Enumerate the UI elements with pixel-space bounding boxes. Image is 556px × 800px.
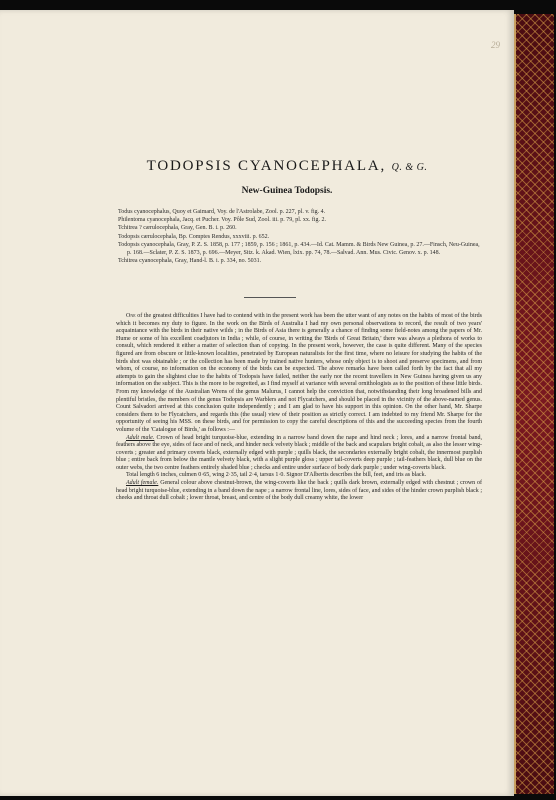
species-authority: Q. & G. xyxy=(391,162,428,173)
female-text: General colour above chestnut-brown, the wing-coverts like the back ; quills dark brown, externally edged with chestnut ; crown of head bright turquoise-blue, extending in a band down the nape ; a narrow frontal line, lores, sides of face, and sides of the hinder crown purplish black ; cheeks and throat dull cobalt ; lower throat, breast, and centre of the body dull creamy white, the lower xyxy=(116,480,483,502)
intro-paragraph xyxy=(116,313,482,435)
intro-text: of the greatest difficulties I have had to contend with in the present work has been the utter want of any notes on the habits of most of the birds which it becomes my duty to figure. In the work on the Birds of Australia I had my own personal observations to record, the result of two years' acquaintance with the birds in their native wilds ; in the Birds of Asia there is generally a chance of finding some field-notes among the papers of Mr. Hume or some of his excellent coadjutors in India ; while, of course, in writing the 'Birds of Great Britain,' there was always a plethora of works to consult, which rendered it either a matter of selection than of copying. In the present work, however, the case is quite different. Many of the species figured are from obscure or little-known localities, penetrated by European naturalists for the first time, where no leisure for studying the habits of the birds shot was obtainable ; or the collection has been made by trained native hunters, whose only object is to shoot and preserve specimens, and from whom, of course, no information on the economy of the birds can be expected. The above remarks have been called forth by the fact that all my attempts to gain the slightest clue to the habits of Todopsis have failed, neither the early nor the recent travellers in New Guinea having given us any information on the subject. This is the more to be regretted, as I find myself at variance with several ornithologists as to the position of these little birds. From my knowledge of the Australian Wrens of the genus Malurus, I cannot help the conviction that, notwithstanding their long broadened bills and plentiful bristles, the members of the genus Todopsis are Warblers and not Flycatchers, and should be placed in the vicinity of the above-named genus. Count Salvadori arrived at this conclusion quite independently ; and I am glad to have his support in this opinion. On the other hand, Mr. Sharpe considers them to be Flycatchers, and regards this (the usual) view of their position as strictly correct. I am indebted to my friend Mr. Sharpe for the opportunity of seeing his MSS. on these birds, and for permission to copy the careful descriptions of this and the succeeding species from the fourth volume of the 'Catalogue of Birds,' as follows :— xyxy=(116,313,482,433)
article-body xyxy=(116,313,482,503)
section-divider xyxy=(244,297,296,298)
male-text: Crown of head bright turquoise-blue, extending in a narrow band down the nape and hind neck ; lores, and a narrow frontal band, feathers above the eye, sides of face and of neck, and hinder neck velvety black ; middle of the back and scapulars bright cobalt, as also the lesser wing-coverts ; greater and primary coverts black, externally edged with purple ; quills black, the secondaries externally bright cobalt, the innermost purplish blue ; entire back from below the mantle velvety black, with a slight purple gloss ; upper tail-coverts deep purple ; tail-feathers black, dull blue on the outer webs, the two centre feathers entirely shaded blue ; checks and entire under surface of body dark purple ; under wing-coverts black. xyxy=(116,434,482,471)
drop-word: One xyxy=(126,313,136,319)
female-description xyxy=(116,480,482,503)
female-label: Adult female. xyxy=(126,480,159,487)
synonym-entry: Philentoma cyanocephala, Jacq. et Pucher. Voy. Pôle Sud, Zool. iii. p. 79, pl. xx. fig. 2. xyxy=(118,217,327,224)
synonym-entry: Tchitrea cyanocephala, Gray, Hand-l. B. i. p. 334, no. 5031. xyxy=(118,258,262,265)
synonymy-list xyxy=(118,208,480,265)
page-title xyxy=(60,158,514,175)
synonym-entry: Todus cyanocephalus, Quoy et Gaimard, Voy. de l'Astrolabe, Zool. p. 227, pl. v. fig. 4. xyxy=(118,209,326,215)
male-description xyxy=(116,435,482,473)
synonym-entry: Tchitrea ? cærulocephala, Gray, Gen. B. i. p. 260. xyxy=(118,225,237,232)
book-page xyxy=(0,10,514,796)
common-name: New-Guinea Todopsis. xyxy=(241,186,333,196)
page-number: 29 xyxy=(491,40,500,50)
book-binding-edge xyxy=(514,14,554,794)
male-label: Adult male. xyxy=(126,434,155,441)
species-name: TODOPSIS CYANOCEPHALA, xyxy=(146,158,387,174)
synonym-entry: Todopsis cyanocephala, Gray, P. Z. S. 1858, p. 177 ; 1859, p. 156 ; 1861, p. 434.—Id. Cat. Mamm. & Birds New Guinea, p. 27.—Finsch, Neu-Guinea, p. 168.—Sclater, P. Z. S. 1873, p. 696.—Meyer, Sitz. k. Akad. Wien, lxix. pp. 74, 78.—Salvad. Ann. Mus. Civic. Genov. x. p. 148. xyxy=(118,241,480,257)
synonym-entry: Todopsis cærulocephala, Bp. Comptes Rendus, xxxviii. p. 652. xyxy=(118,233,270,240)
measurements-paragraph: Total length 6 inches, culmen 0·65, wing 2·35, tail 2·4, tarsus 1·0. Signor D'Albertis describes the bill, feet, and iris as black. xyxy=(126,472,427,479)
